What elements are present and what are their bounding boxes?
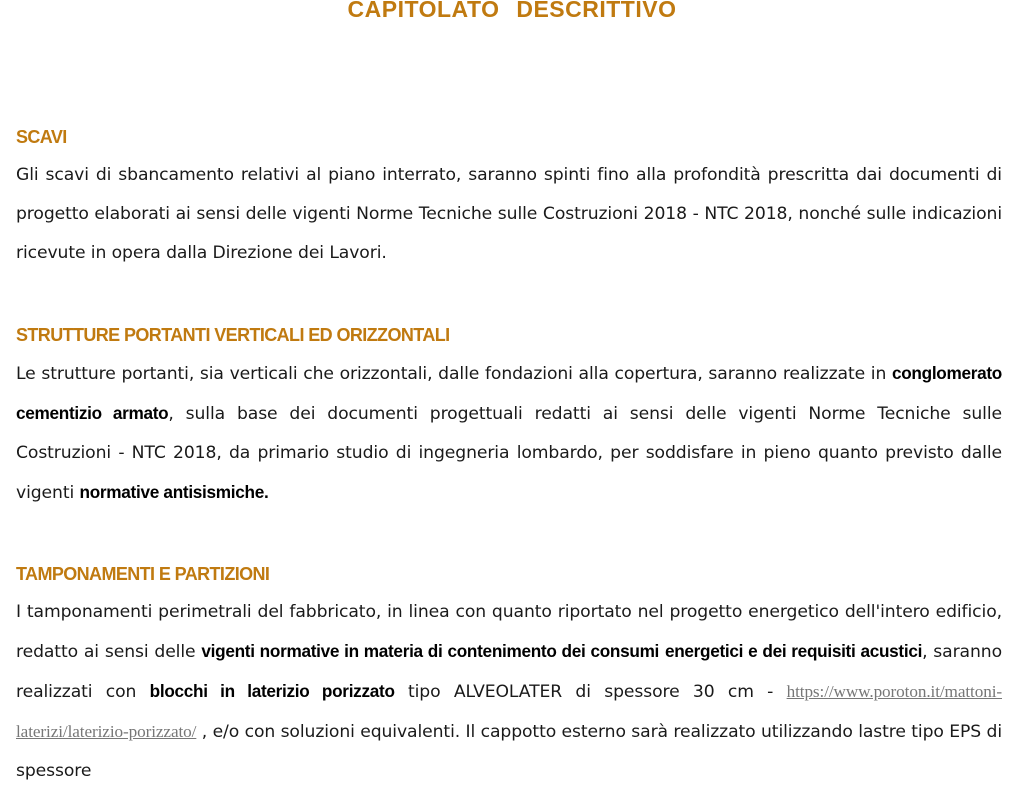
section-paragraph [16, 354, 1002, 513]
emphasized-text: blocchi in laterizio porizzato [149, 681, 395, 701]
document-title: CAPITOLATO DESCRITTIVO [347, 0, 677, 22]
body-text: Le strutture portanti, sia verticali che orizzontali, dalle fondazioni alla copertura, saranno [16, 364, 778, 384]
body-text: lombardo, per soddisfare in pieno quanto previsto dalle vigenti [16, 443, 1002, 503]
section-strutture [16, 322, 1002, 513]
body-text: , saranno realizzati con [16, 642, 1002, 702]
emphasized-text: normative antisismiche. [79, 482, 269, 502]
section-heading: SCAVI [16, 127, 67, 147]
reference-link[interactable]: https://www.poroton.it/mattoni-laterizi/laterizio-porizzato/ [16, 682, 1002, 741]
emphasized-text: energetici e dei requisiti acustici [664, 641, 923, 661]
body-text: NTC 2018, nonché sulle indicazioni ricevute in opera dalla Direzione dei Lavori. [16, 204, 1002, 263]
section-heading: TAMPONAMENTI E PARTIZIONI [16, 564, 270, 584]
body-text: con soluzioni equivalenti. Il cappotto esterno sarà realizzato utilizzando lastre tipo EPS di spessore [16, 722, 1002, 781]
section-heading: STRUTTURE PORTANTI VERTICALI ED ORIZZONTALI [16, 325, 450, 345]
body-text: I tamponamenti perimetrali del fabbricato, in linea con quanto riportato nel progetto energetico [16, 602, 839, 622]
body-text: Gli scavi di sbancamento relativi al piano interrato, saranno spinti fino alla profondità prescritta dai [16, 165, 882, 185]
body-text: , e/o [196, 722, 240, 742]
section-tamponamenti [16, 561, 1002, 791]
section-paragraph [16, 593, 1002, 791]
body-text: realizzate in [782, 364, 892, 384]
body-text: documenti di progetto elaborati ai sensi delle vigenti Norme Tecniche sulle Costruzioni 2018 - [16, 165, 1002, 224]
body-text: sensi delle vigenti Norme Tecniche sulle Costruzioni - NTC 2018, da primario studio di ingegneria [16, 404, 1002, 463]
body-text: dell'intero edificio, redatto ai sensi delle [16, 602, 1002, 662]
section-paragraph [16, 156, 1002, 273]
body-text: ALVEOLATER di spessore 30 cm - [453, 682, 787, 702]
emphasized-text: conglomerato cementizio armato [16, 363, 1003, 423]
emphasized-text: vigenti normative in materia di contenimento dei consumi [201, 641, 660, 661]
body-text: tipo [394, 682, 441, 702]
body-text: , sulla base dei documenti progettuali redatti ai [168, 404, 618, 424]
section-scavi [16, 124, 1002, 273]
